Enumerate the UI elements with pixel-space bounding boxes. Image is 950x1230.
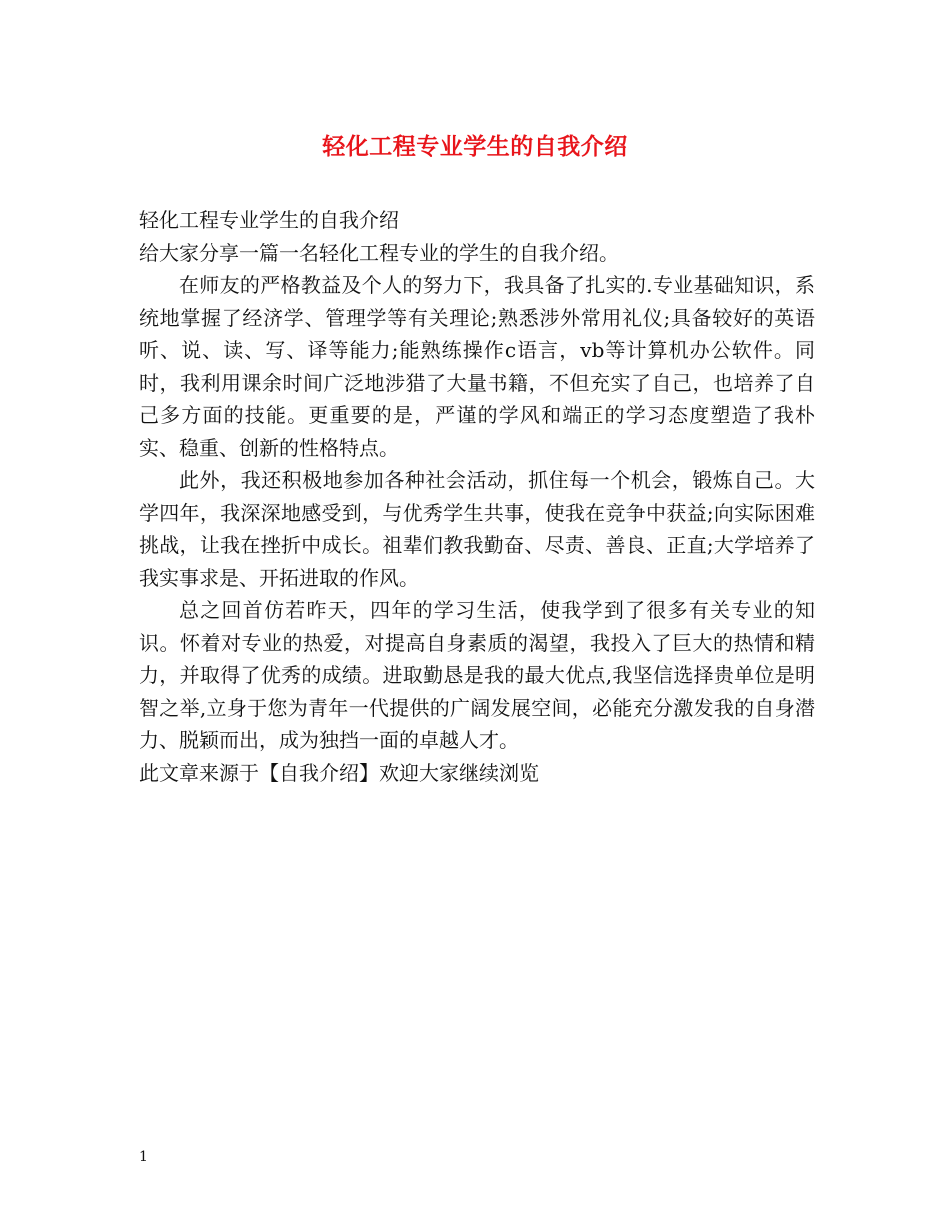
- intro-line: 给大家分享一篇一名轻化工程专业的学生的自我介绍。: [139, 240, 619, 265]
- paragraph-conclusion: 总之回首仿若昨天，四年的学习生活，使我学到了很多有关专业的知识。怀着对专业的热爱，对提高自身素质的渴望，我投入了巨大的热情和精力，并取得了优秀的成绩。进取勤恳是我的最大优点,我坚信选择贵单位是明智之举,立身于您为青年一代提供的广阔发展空间，必能充分激发我的自身潜力、脱颖而出，成为独挡一面的卓越人才。: [139, 598, 815, 752]
- page-number: 1: [139, 1149, 148, 1165]
- paragraph-education: 在师友的严格教益及个人的努力下，我具备了扎实的.专业基础知识，系统地掌握了经济学、管理学等有关理论;熟悉涉外常用礼仪;具备较好的英语听、说、读、写、译等能力;能熟练操作c语言，vb等计算机办公软件。同时，我利用课余时间广泛地涉猎了大量书籍，不但充实了自己，也培养了自己多方面的技能。更重要的是，严谨的学风和端正的学习态度塑造了我朴实、稳重、创新的性格特点。: [139, 273, 815, 460]
- document-subtitle: 轻化工程专业学生的自我介绍: [139, 208, 399, 232]
- source-note: 此文章来源于【自我介绍】欢迎大家继续浏览: [139, 760, 539, 785]
- document-title: 轻化工程专业学生的自我介绍: [322, 134, 628, 160]
- paragraph-activities: 此外，我还积极地参加各种社会活动，抓住每一个机会，锻炼自己。大学四年，我深深地感受到，与优秀学生共事，使我在竞争中获益;向实际困难挑战，让我在挫折中成长。祖辈们教我勤奋、尽责、善良、正直;大学培养了我实事求是、开拓进取的作风。: [139, 468, 815, 590]
- document-body: [139, 204, 815, 789]
